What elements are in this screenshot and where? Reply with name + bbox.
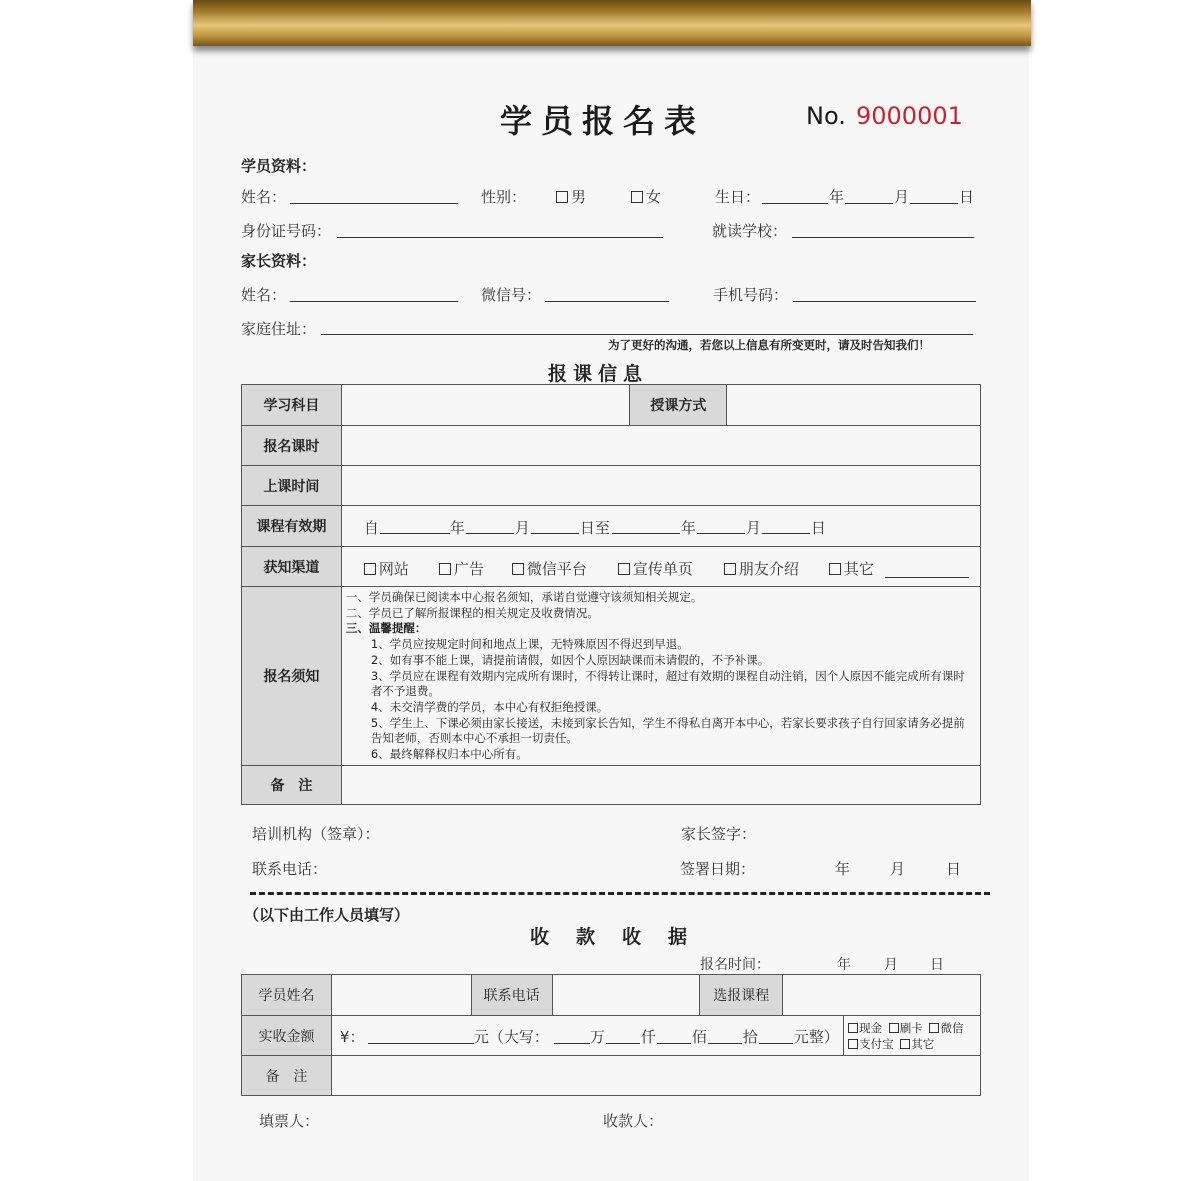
- teach-mode-label: 授课方式: [630, 385, 727, 426]
- rules-content: [341, 587, 980, 766]
- receipt-student-label: 学员姓名: [242, 975, 332, 1016]
- payee-label: 收款人：: [603, 1112, 664, 1130]
- pay-alipay[interactable]: 支付宝: [848, 1037, 894, 1051]
- subject-label: 学习科目: [242, 385, 342, 426]
- tip-4: 4、未交清学费的学员，本中心有权拒绝授课。: [370, 699, 609, 714]
- sign-month-text: 月: [890, 860, 906, 878]
- from-year-text: 年: [449, 519, 465, 537]
- parent-section-title: 家长资料：: [241, 252, 317, 270]
- class-time-label: 上课时间: [242, 466, 342, 506]
- gender-label: 性别：: [481, 188, 527, 206]
- remark-field[interactable]: [341, 766, 980, 805]
- from-text: 自: [363, 519, 379, 537]
- shi-text: 拾: [742, 1028, 758, 1046]
- year-text: 年: [829, 188, 845, 206]
- tip-2: 2、如有事不能上课，请提前请假，如因个人原因缺课而未请假的，不予补课。: [370, 652, 770, 667]
- from-month-field[interactable]: [466, 533, 514, 534]
- gold-header-bar: [193, 0, 1031, 46]
- channel-ad[interactable]: 广告: [439, 558, 484, 579]
- reg-month-text: 月: [884, 957, 898, 973]
- wan-text: 万: [589, 1028, 605, 1046]
- tip-3: 3、学员应在课程有效期内完成所有课时，不得转让课时，超过有效期的课程自动注销，因个人原因不能完成所有课时者不予退费。: [370, 668, 965, 699]
- serial-label: No.: [806, 102, 846, 130]
- receipt-remark-label: 备 注: [242, 1056, 332, 1096]
- address-label: 家庭住址：: [241, 320, 317, 338]
- birth-day-field[interactable]: [910, 203, 958, 204]
- validity-field[interactable]: [341, 506, 980, 547]
- receipt-remark-field[interactable]: [331, 1056, 980, 1096]
- reg-day-text: 日: [930, 957, 944, 973]
- birth-month-field[interactable]: [845, 203, 893, 204]
- receipt-phone-label: 联系电话: [471, 975, 552, 1016]
- parent-name-label: 姓名：: [241, 286, 287, 304]
- address-field[interactable]: [321, 334, 973, 335]
- update-notice: 为了更好的沟通，若您以上信息有所变更时，请及时告知我们！: [608, 338, 930, 352]
- female-text: 女: [646, 188, 662, 206]
- male-option[interactable]: [556, 186, 586, 207]
- staff-note: （以下由工作人员填写）: [244, 906, 410, 924]
- bai-text: 佰: [691, 1028, 707, 1046]
- to-year-field[interactable]: [612, 533, 680, 534]
- month-text: 月: [894, 188, 910, 206]
- org-phone-label: 联系电话：: [252, 860, 328, 878]
- from-month-text: 月: [514, 519, 530, 537]
- tip-1: 1、学员应按规定时间和地点上课，无特殊原因不得迟到早退。: [370, 637, 689, 652]
- amount-label: 实收金额: [242, 1016, 332, 1056]
- course-table: [241, 384, 981, 805]
- to-month-text: 月: [745, 519, 761, 537]
- rules-label: 报名须知: [242, 587, 342, 766]
- parent-sign-label: 家长签字：: [681, 825, 757, 843]
- yen-text: ¥：: [339, 1028, 365, 1046]
- to-day-field[interactable]: [762, 533, 810, 534]
- school-label: 就读学校：: [712, 222, 788, 240]
- channel-other-field[interactable]: [885, 577, 969, 578]
- daxie-text: 元（大写：: [473, 1028, 549, 1046]
- female-option[interactable]: [631, 186, 661, 207]
- qian-field[interactable]: [606, 1043, 640, 1044]
- form-title: 学员报名表: [500, 102, 706, 140]
- issuer-label: 填票人：: [259, 1112, 320, 1130]
- tip-5: 5、学生上、下课必须由家长接送，未接到家长告知，学生不得私自离开本中心，若家长要求孩子自行回家请务必提前告知老师，否则本中心不承担一切责任。: [370, 715, 965, 746]
- reg-year-text: 年: [837, 957, 851, 973]
- id-number-field[interactable]: [337, 237, 663, 238]
- hours-field[interactable]: [341, 426, 980, 466]
- id-number-label: 身份证号码：: [241, 222, 332, 240]
- pay-other[interactable]: 其它: [900, 1037, 934, 1051]
- channel-flyer[interactable]: 宣传单页: [618, 558, 693, 579]
- channel-wechat[interactable]: 微信平台: [512, 558, 587, 579]
- to-day-text: 日: [810, 519, 826, 537]
- channel-website[interactable]: 网站: [364, 558, 409, 579]
- teach-mode-field[interactable]: [727, 385, 981, 426]
- wechat-label: 微信号：: [481, 286, 542, 304]
- yuan-field[interactable]: [759, 1043, 793, 1044]
- pay-cash[interactable]: 现金: [848, 1021, 882, 1035]
- student-section-title: 学员资料：: [241, 157, 317, 175]
- amount-number-field[interactable]: [368, 1043, 474, 1044]
- parent-name-field[interactable]: [290, 301, 458, 302]
- sign-year-text: 年: [835, 860, 851, 878]
- from-year-field[interactable]: [380, 533, 450, 534]
- reg-time-label: 报名时间：: [700, 957, 770, 973]
- subject-field[interactable]: [341, 385, 630, 426]
- rule-2: 二、学员已了解所报课程的相关规定及收费情况。: [345, 605, 599, 620]
- student-name-label: 姓名：: [241, 188, 287, 206]
- rule-3: 三、温馨提醒：: [345, 621, 427, 636]
- male-text: 男: [571, 188, 587, 206]
- male-checkbox[interactable]: [556, 191, 568, 203]
- school-field[interactable]: [792, 237, 974, 238]
- org-stamp-label: 培训机构（签章）：: [252, 825, 380, 843]
- receipt-course-field[interactable]: [783, 975, 981, 1016]
- qian-text: 仟: [640, 1028, 656, 1046]
- to-year-text: 年: [680, 519, 696, 537]
- sign-day-text: 日: [946, 860, 962, 878]
- receipt-table: [241, 974, 981, 1096]
- channel-field: [341, 547, 980, 587]
- student-name-field[interactable]: [290, 203, 458, 204]
- pay-methods: [844, 1016, 981, 1056]
- validity-label: 课程有效期: [242, 506, 342, 547]
- wechat-field[interactable]: [545, 301, 669, 302]
- class-time-field[interactable]: [341, 466, 980, 506]
- serial-number: 9000001: [856, 102, 963, 130]
- tip-6: 6、最终解释权归本中心所有。: [370, 747, 528, 762]
- pay-card[interactable]: 刷卡: [889, 1021, 923, 1035]
- remark-label: 备 注: [242, 766, 342, 805]
- course-info-title: 报课信息: [548, 363, 649, 385]
- wan-field[interactable]: [554, 1043, 590, 1044]
- rule-1: 一、学员确保已阅读本中心报名须知，承诺自觉遵守该须知相关规定。: [345, 590, 703, 604]
- to-month-field[interactable]: [697, 533, 745, 534]
- female-checkbox[interactable]: [631, 191, 643, 203]
- hours-label: 报名课时: [242, 426, 342, 466]
- birthday-label: 生日：: [715, 188, 761, 206]
- birth-year-field[interactable]: [762, 203, 828, 204]
- receipt-course-label: 选报课程: [700, 975, 783, 1016]
- phone-label: 手机号码：: [713, 286, 789, 304]
- from-day-field[interactable]: [531, 533, 579, 534]
- receipt-phone-field[interactable]: [552, 975, 700, 1016]
- channel-other[interactable]: 其它: [829, 558, 874, 579]
- sign-date-label: 签署日期：: [680, 860, 756, 878]
- channel-label: 获知渠道: [242, 547, 342, 587]
- phone-field[interactable]: [793, 301, 976, 302]
- bai-field[interactable]: [657, 1043, 691, 1044]
- yuanzheng-text: 元整）: [793, 1028, 839, 1046]
- day-text: 日: [959, 188, 975, 206]
- amount-field: [331, 1016, 843, 1056]
- channel-friend[interactable]: 朋友介绍: [724, 558, 799, 579]
- pay-wechat[interactable]: 微信: [929, 1021, 963, 1035]
- receipt-title: 收款收据: [530, 926, 715, 948]
- tear-line: [250, 892, 990, 895]
- receipt-student-field[interactable]: [331, 975, 471, 1016]
- to-text: 日至: [579, 519, 610, 537]
- shi-field[interactable]: [708, 1043, 742, 1044]
